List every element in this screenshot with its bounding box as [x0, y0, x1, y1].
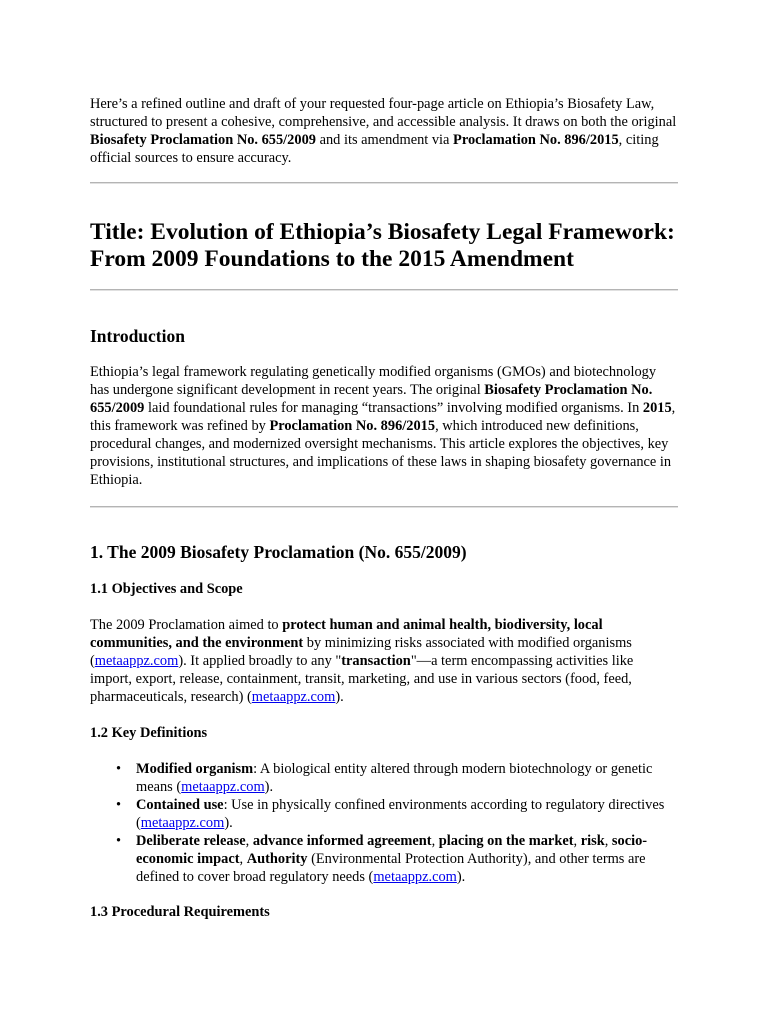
section-1-1-heading: 1.1 Objectives and Scope [90, 581, 243, 597]
introduction-text: , this framework was refined by [90, 400, 676, 434]
term-bold: Contained use [136, 797, 224, 813]
title-line-1: Title: Evolution of Ethiopia’s Biosafety Legal Framework: [90, 219, 675, 245]
divider [90, 289, 678, 291]
introduction-bold: 2015 [642, 400, 672, 416]
definition-text: ). [224, 815, 233, 831]
introduction-paragraph [90, 363, 678, 489]
introduction-bold: Biosafety Proclamation No. 655/2009 [90, 382, 653, 416]
term-bold: socio-economic impact [136, 833, 648, 867]
introduction-text: Ethiopia’s legal framework regulating genetically modified organisms (GMOs) and biotechnology has undergone significant development in recent years. The original [90, 364, 657, 398]
intro-text: and its amendment via [315, 132, 454, 148]
introduction-text: , which introduced new definitions, procedural changes, and modernized oversight mechanisms. This article explores the objectives, key provisions, institutional structures, and implications of these laws in shaping biosafety governance in Ethiopia. [90, 418, 672, 488]
definitions-list [90, 760, 678, 886]
separator: , [239, 851, 247, 867]
source-link[interactable]: metaappz.com [94, 653, 179, 669]
document-title [90, 219, 675, 273]
term-bold: advance informed agreement [252, 833, 432, 849]
body-bold: protect human and animal health, biodiversity, local communities, and the environment [90, 617, 603, 651]
list-item [90, 832, 678, 886]
body-bold: transaction [341, 653, 411, 669]
source-link[interactable]: metaappz.com [373, 869, 457, 885]
list-item [90, 760, 678, 796]
term-bold: Modified organism [136, 761, 254, 777]
section-1-1-paragraph [90, 616, 678, 706]
section-1-3-heading: 1.3 Procedural Requirements [90, 904, 270, 920]
term-bold: Deliberate release [136, 833, 246, 849]
source-link[interactable]: metaappz.com [181, 779, 265, 795]
introduction-bold: Proclamation No. 896/2015 [269, 418, 436, 434]
separator: , [431, 833, 439, 849]
intro-bold-proclamation-896: Proclamation No. 896/2015 [453, 132, 619, 148]
intro-text: Here’s a refined outline and draft of your requested four-page article on Ethiopia’s Biosafety Law, structured to present a cohesive, comprehensive, and accessible analysis. It draws on both the original [90, 96, 677, 130]
intro-text: , citing official sources to ensure accuracy. [90, 132, 659, 166]
definition-text: ). [264, 779, 274, 795]
term-bold: Authority [246, 851, 308, 867]
bullet-icon: • [116, 833, 122, 849]
bullet-icon: • [116, 797, 122, 813]
source-link[interactable]: metaappz.com [251, 689, 336, 705]
body-text: ). It applied broadly to any " [178, 653, 342, 669]
definition-text: ). [456, 869, 466, 885]
term-bold: risk [580, 833, 605, 849]
definition-text: : A biological entity altered through modern biotechnology or genetic means ( [136, 761, 653, 795]
intro-bold-proclamation-655: Biosafety Proclamation No. 655/2009 [90, 132, 316, 148]
body-text: ). [335, 689, 344, 705]
intro-paragraph [90, 95, 678, 167]
source-link[interactable]: metaappz.com [140, 815, 225, 831]
divider [90, 182, 678, 184]
divider [90, 506, 678, 508]
introduction-heading: Introduction [90, 326, 185, 346]
term-bold: placing on the market [438, 833, 574, 849]
section-1-heading: 1. The 2009 Biosafety Proclamation (No. 655/2009) [90, 542, 467, 562]
definition-text: : Use in physically confined environments according to regulatory directives ( [136, 797, 665, 831]
section-1-2-heading: 1.2 Key Definitions [90, 725, 208, 741]
introduction-text: laid foundational rules for managing “transactions” involving modified organisms. In [144, 400, 643, 416]
title-line-2: From 2009 Foundations to the 2015 Amendment [90, 246, 574, 272]
bullet-icon: • [116, 761, 122, 777]
definition-text: (Environmental Protection Authority), and other terms are defined to cover broad regulatory needs ( [136, 851, 646, 885]
body-text: The 2009 Proclamation aimed to [90, 617, 283, 633]
separator: , [604, 833, 612, 849]
separator: , [573, 833, 581, 849]
body-text: "—a term encompassing activities like import, export, release, containment, transit, marketing, and use in various sectors (food, feed, pharmaceuticals, research) ( [90, 653, 634, 705]
body-text: by minimizing risks associated with modified organisms ( [90, 635, 632, 669]
list-item [90, 796, 678, 832]
separator: , [245, 833, 253, 849]
